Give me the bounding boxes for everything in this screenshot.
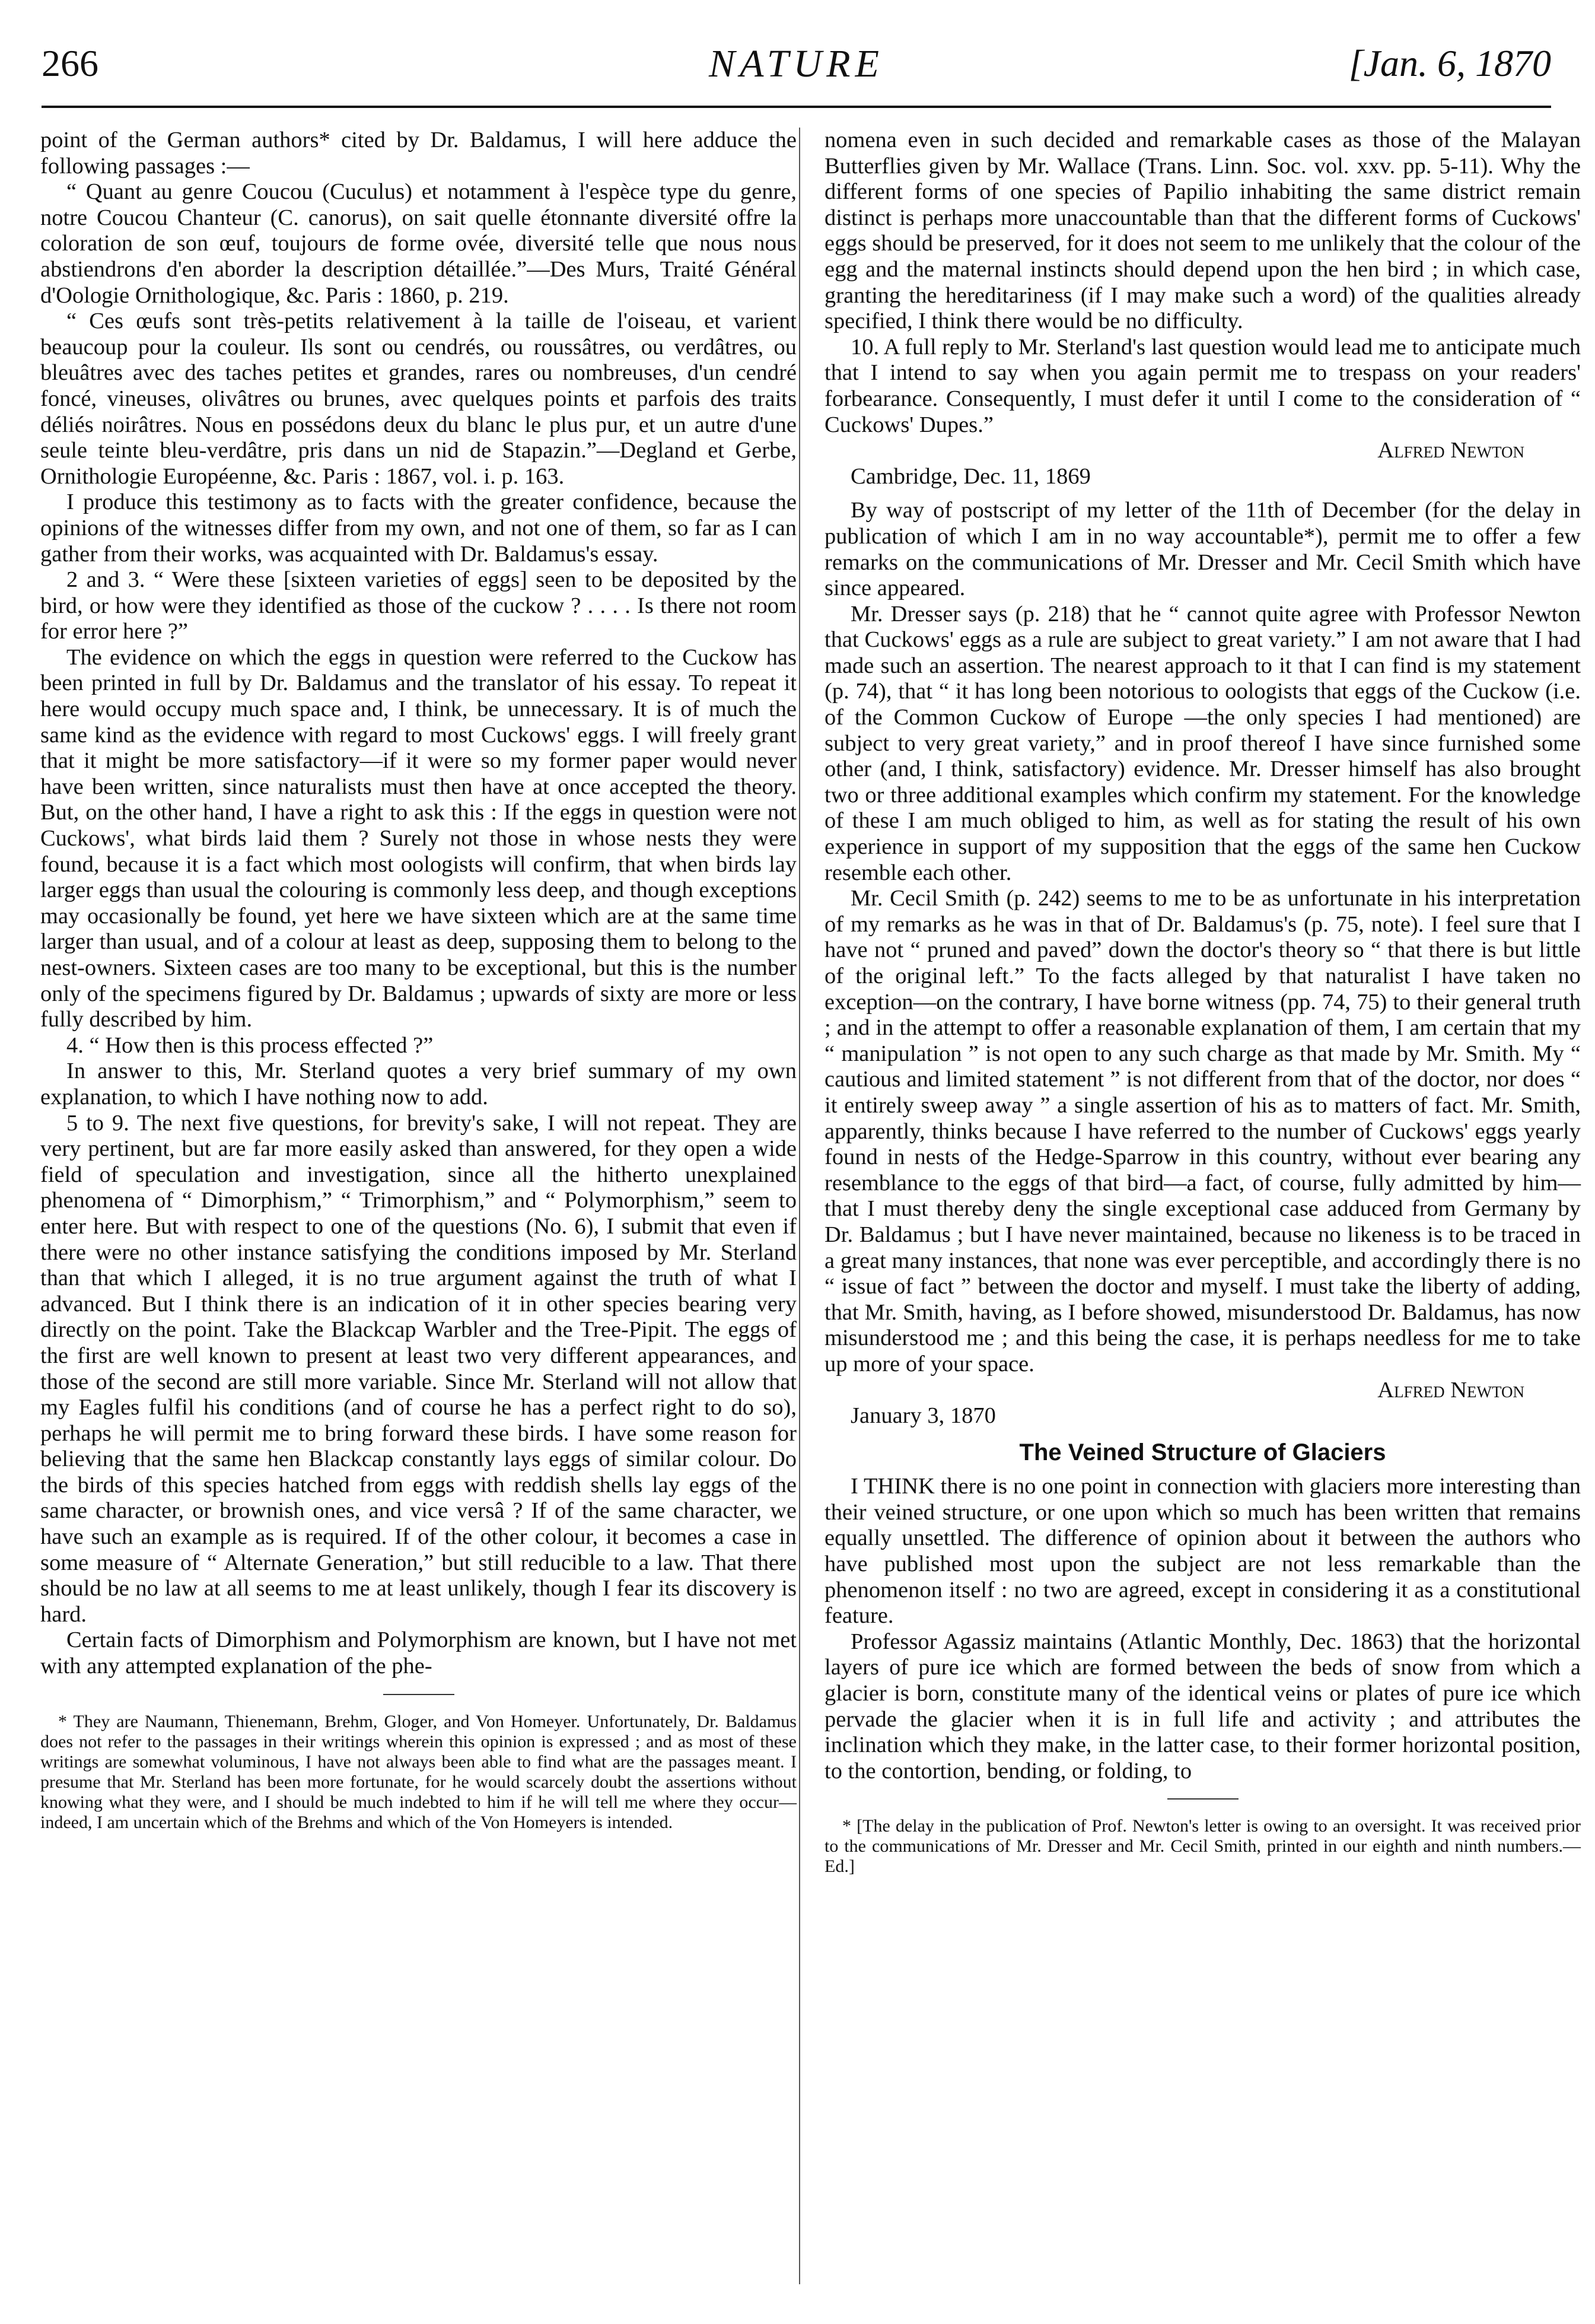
paragraph: Mr. Cecil Smith (p. 242) seems to me to be as unfortunate in his interpretation of my remarks as he was in that of Dr. Baldamus's (p. 75, note). I feel sure that I have not “ pruned and paved” down the doctor's theory so “ that there is but little of the original left.” To the facts alleged by that naturalist I have taken no exception—on the contrary, I have borne witness (pp. 74, 75) to their general truth ; and in the attempt to offer a reasonable explanation of them, I am certain that my “ manipulation ” is not open to any such charge as that made by Mr. Smith. My “ cautious and limited statement ” is not different from that of the doctor, nor does “ it entirely sweep away ” a single assertion of his as to matters of fact. Mr. Smith, apparently, thinks because I have referred to the number of Cuckows' eggs yearly found in nests of the Hedge-Sparrow in this country, without ever bearing any resemblance to the eggs of that bird—a fact, of course, fully admitted by him—that I must thereby deny the single exceptional case adduced from Germany by Dr. Baldamus ; but I have never maintained, because no likeness is to be traced in a great many instances, that none was ever perceptible, and accordingly there is no “ issue of fact ” between the doctor and myself. I must take the liberty of adding, that Mr. Smith, having, as I before showed, misunderstood Dr. Baldamus, has now misunderstood me ; and this being the case, it is perhaps needless for me to take up more of your space. xyxy=(824,886,1581,1376)
paragraph: Certain facts of Dimorphism and Polymorphism are known, but I have not met with any attempted explanation of the phe- xyxy=(40,1627,797,1679)
left-column xyxy=(40,128,797,1833)
paragraph: 10. A full reply to Mr. Sterland's last question would lead me to anticipate much that I intend to say when you again permit me to trespass on your readers' forbearance. Consequently, I must defer it until I come to the consideration of “ Cuckows' Dupes.” xyxy=(824,334,1581,437)
paragraph: point of the German authors* cited by Dr. Baldamus, I will here adduce the following passages :— xyxy=(40,128,797,179)
footnote xyxy=(824,1816,1581,1877)
paragraph: 5 to 9. The next five questions, for brevity's sake, I will not repeat. They are very pertinent, but are far more easily asked than answered, for they open a wide field of speculation and investigation, since all the hitherto unexplained phenomena of “ Dimorphism,” “ Trimorphism,” and “ Polymorphism,” seem to enter here. But with respect to one of the questions (No. 6), I submit that even if there were no other instance satisfying the conditions imposed by Mr. Sterland than that which I alleged, it is no true argument against the truth of what I advanced. But I think there is an indication of it in other species bearing very directly on the point. Take the Blackcap Warbler and the Tree-Pipit. The eggs of the first are well known to present at least two very different appearances, and those of the second are still more variable. Since Mr. Sterland will not allow that my Eagles fulfil his conditions (and of course he has a perfect right to do so), perhaps he will permit me to bring forward these birds. I have some reason for believing that the same hen Blackcap constantly lays eggs of similar colour. Do the birds of this species hatched from eggs with reddish shells lay eggs of the same character, or brownish ones, and vice versâ ? If of the same character, we have such an example as is required. If of the other colour, it becomes a case in some measure of “ Alternate Generation,” but still reducible to a law. That there should be no law at all seems to me at least unlikely, though I fear its discovery is hard. xyxy=(40,1110,797,1627)
paragraph: nomena even in such decided and remarkable cases as those of the Malayan Butterflies given by Mr. Wallace (Trans. Linn. Soc. vol. xxv. pp. 5-11). Why the different forms of one species of Papilio inhabiting the same district remain distinct is perhaps more unaccountable than that the different forms of Cuckows' eggs should be preserved, for it does not seem to me unlikely that the colour of the egg and the maternal instincts should depend upon the hen bird ; in which case, granting the hereditariness (if I may make such a word) of the qualities already specified, I think there would be no difficulty. xyxy=(824,128,1581,334)
page-header xyxy=(42,30,1551,95)
quotation: “ Quant au genre Coucou (Cuculus) et notamment à l'espèce type du genre, notre Coucou Chanteur (C. canorus), on sait quelle étonnante diversité offre la coloration de son œuf, toujours de forme ovée, diversité telle que nous nous abstiendrons d'en aborder la description détaillée.”—Des Murs, Traité Général d'Oologie Ornithologique, &c. Paris : 1860, p. 219. xyxy=(40,179,797,308)
paragraph: 2 and 3. “ Were these [sixteen varieties of eggs] seen to be deposited by the bird, or how were they identified as those of the cuckow ? . . . . Is there not room for error here ?” xyxy=(40,567,797,644)
footnote-rule xyxy=(1167,1798,1239,1800)
dateline: January 3, 1870 xyxy=(851,1403,996,1429)
paragraph: Mr. Dresser says (p. 218) that he “ cannot quite agree with Professor Newton that Cuckows' eggs as a rule are subject to great variety.” I am not aware that I had made such an assertion. The nearest approach to it that I can find is my statement (p. 74), that “ it has long been notorious to oologists that eggs of the Cuckow (i.e. of the Common Cuckow of Europe —the only species I had mentioned) are subject to very great variety,” and in proof thereof I have since furnished some other (and, I think, satisfactory) evidence. Mr. Dresser himself has also brought two or three additional examples which confirm my statement. For the knowledge of these I am much obliged to him, as well as for stating the result of his own experience in support of my supposition that the eggs of the same hen Cuckow resemble each other. xyxy=(824,601,1581,885)
footnote-rule xyxy=(383,1694,454,1695)
paragraph: 4. “ How then is this process effected ?” xyxy=(66,1032,434,1058)
paragraph: I produce this testimony as to facts with the greater confidence, because the opinions of the witnesses differ from my own, and not one of them, so far as I can gather from their works, was acquainted with Dr. Baldamus's essay. xyxy=(40,489,797,567)
issue-date: [Jan. 6, 1870 xyxy=(1348,42,1551,84)
paragraph: In answer to this, Mr. Sterland quotes a very brief summary of my own explanation, to which I have nothing now to add. xyxy=(40,1058,797,1109)
paragraph: By way of postscript of my letter of the 11th of December (for the delay in publication of which I am in no way accountable*), permit me to offer a few remarks on the communications of Mr. Dresser and Mr. Cecil Smith which have since appeared. xyxy=(824,498,1581,601)
paragraph: The evidence on which the eggs in question were referred to the Cuckow has been printed in full by Dr. Baldamus and the translator of his essay. To repeat it here would occupy much space and, I think, be unnecessary. It is of much the same kind as the evidence with regard to most Cuckows' eggs. I will freely grant that it might be more satisfactory—if it were so my former paper would never have been written, since naturalists must then have at once accepted the theory. But, on the other hand, I have a right to ask this : If the eggs in question were not Cuckows', what birds laid them ? Surely not those in whose nests they were found, because it is a fact which most oologists will confirm, that when birds lay larger eggs than usual the colouring is commonly less deep, and though exceptions may occasionally be found, yet here we have sixteen which are at the same time larger than usual, and of a colour at least as deep, supposing them to belong to the nest-owners. Sixteen cases are too many to be exceptional, but this is the number only of the specimens figured by Dr. Baldamus ; upwards of sixty are more or less fully described by him. xyxy=(40,644,797,1032)
page-number: 266 xyxy=(42,42,98,84)
paragraph: Professor Agassiz maintains (Atlantic Monthly, Dec. 1863) that the horizontal layers of pure ice which are formed between the beds of snow from which a glacier is born, constitute many of the identical veins or plates of pure ice which pervade the glacier when it is in full life and activity ; and attributes the inclination which they make, in the latter case, to their former horizontal position, to the contortion, bending, or folding, to xyxy=(824,1629,1581,1783)
header-rule xyxy=(42,106,1551,108)
dateline: Cambridge, Dec. 11, 1869 xyxy=(851,463,1091,489)
footnote-text: * [The delay in the publication of Prof. Newton's letter is owing to an oversight. It was received prior to the communications of Mr. Dresser and Mr. Cecil Smith, printed in our eighth and ninth numbers.—Ed.] xyxy=(824,1816,1581,1877)
right-column xyxy=(824,128,1581,1877)
paragraph: I THINK there is no one point in connection with glaciers more interesting than their veined structure, or one upon which so much has been written that remains equally unsettled. The difference of opinion about it between the authors who have published most upon the subject are not less remarkable than the phenomenon itself : no two are agreed, except in considering it as a constitutional feature. xyxy=(824,1474,1581,1629)
signature: Alfred Newton xyxy=(1377,1377,1524,1403)
footnote-text: * They are Naumann, Thienemann, Brehm, Gloger, and Von Homeyer. Unfortunately, Dr. Baldamus does not refer to the passages in their writings wherein this opinion is expressed ; and as most of these writings are somewhat voluminous, I have not always been able to find what are the passages meant. I presume that Mr. Sterland has been more fortunate, for he would scarcely doubt the assertions without knowing what they were, and I should be much indebted to him if he will tell me where they occur—indeed, I am uncertain which of the Brehms and which of the Von Homeyers is intended. xyxy=(40,1711,797,1832)
article-title: The Veined Structure of Glaciers xyxy=(1019,1439,1386,1465)
signature: Alfred Newton xyxy=(1377,438,1524,463)
footnote xyxy=(40,1712,797,1833)
journal-title: NATURE xyxy=(709,42,884,85)
column-divider xyxy=(799,128,800,2284)
quotation: “ Ces œufs sont très-petits relativement à la taille de l'oiseau, et varient beaucoup pour la couleur. Ils sont ou cendrés, ou roussâtres, ou verdâtres, ou bleuâtres avec des taches petites et grandes, rares ou nombreuses, d'un cendré foncé, vineuses, olivâtres ou brunes, avec quelques points et parfois des traits déliés noirâtres. Nous en possédons deux du blanc le plus pur, et un autre d'une seule teinte bleu-verdâtre, pris dans un nid de Stapazin.”—Degland et Gerbe, Ornithologie Européenne, &c. Paris : 1867, vol. i. p. 163. xyxy=(40,309,797,489)
